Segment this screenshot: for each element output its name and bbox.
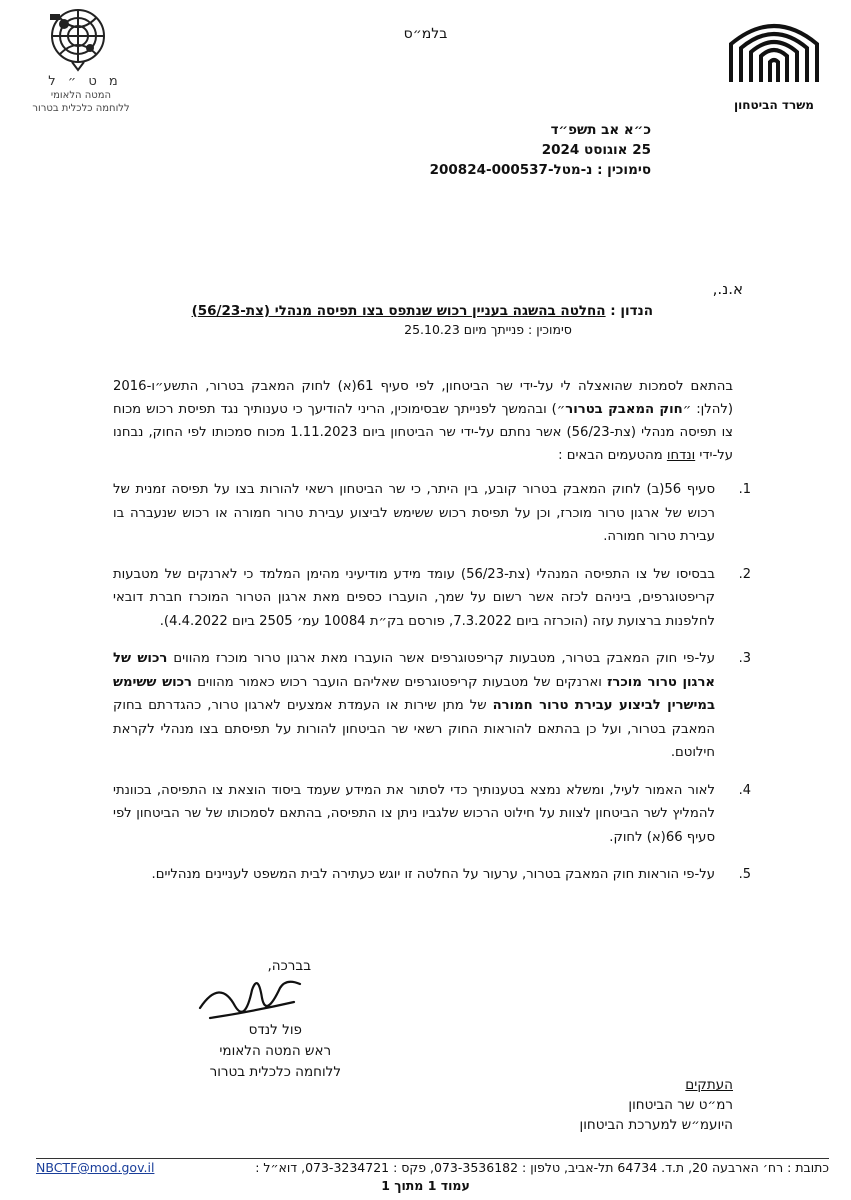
intro-paragraph xyxy=(113,375,733,467)
list-item xyxy=(113,478,751,549)
footer-divider xyxy=(36,1158,829,1159)
gregorian-date: 25 אוגוסט 2024 xyxy=(541,142,651,158)
list-item-text-2: וארנקים של מטבעות קריפטוגרפים שאליהם הועבר רכוש כאמור מהווים xyxy=(192,674,608,690)
intro-text-2: ״) ובהמשך לפנייתך שבסימוכין, הריני להודיעך כי טענותיך נגד תפיסת רכוש מכוח צו תפיסה מנהלי (צת-56/23) אשר נחתם על-ידי שר הביטחון ביום 1.11.2023 מכוח סמכותו לפי החוק, נבחנו על-ידי xyxy=(113,402,733,463)
globe-emblem-icon xyxy=(32,4,124,74)
classification-marking: בלמ״ס xyxy=(403,26,448,42)
list-item-number: 5. xyxy=(738,867,751,882)
copies-heading: העתקים xyxy=(685,1077,733,1093)
list-item-text-1: על-פי חוק המאבק בטרור, מטבעות קריפטוגרפים אשר הועברו מאת ארגון טרור מוכרז מהווים xyxy=(167,651,715,666)
motal-wordmark: מ ט ״ ל xyxy=(48,74,122,89)
page-number: עמוד 1 מתוך 1 xyxy=(381,1178,470,1193)
list-item-number: 4. xyxy=(738,782,751,798)
copy-recipient-1: רמ״ט שר הביטחון xyxy=(628,1097,733,1113)
intro-law-name: חוק המאבק בטרור xyxy=(565,402,683,417)
list-item xyxy=(113,647,751,765)
reference-number: סימוכין : נ-מטל-200824-000537 xyxy=(429,162,651,178)
list-item xyxy=(113,563,751,634)
list-item xyxy=(113,863,751,887)
subject-label: הנדון : xyxy=(610,303,653,319)
list-item-text: בבסיסו של צו התפיסה המנהלי (צת-56/23) עומד מידע מודיעיני מהימן המלמד כי לארנקים של מטבעות קריפטוגרפים, ביניהם לכזה אשר רשום על שמך, הועברו כספים מאת ארגון הטרור המוכרז חברת דובאי לחלפנות ברצועת עזה (הוכרזה ביום 7.3.2022, פורסם בק״ת 10084 עמ׳ 2505 ביום 4.4.2022). xyxy=(113,566,715,629)
subject-reference: סימוכין : פנייתך מיום 25.10.23 xyxy=(404,322,572,337)
hebrew-date: כ״א אב תשפ״ד xyxy=(550,122,651,138)
ministry-emblem-icon xyxy=(725,12,823,84)
date-block xyxy=(430,120,651,180)
list-item-text: לאור האמור לעיל, ומשלא נמצא בטענותיך כדי לסתור את המידע שעמד ביסוד הוצאת צו התפיסה, בכוונתי להמליץ לשר הביטחון לצוות על חילוט הרכוש שלגביו ניתן צו התפיסה, בהתאם לסמכותו של שר הביטחון לפי סעיף 66(א) לחוק. xyxy=(113,782,715,845)
list-item-text-3: של מתן שירות או העמדת אמצעים לארגון טרור, כהגדרתם בחוק המאבק בטרור, ועל כן בהתאם להוראות החוק רשאי שר הביטחון להורות על תפיסתם בצו מנהלי לקראת חילוטם. xyxy=(113,698,715,760)
list-item-text: על-פי הוראות חוק המאבק בטרור, ערעור על החלטה זו יוגש כעתירה לבית המשפט לעניינים מנהליים. xyxy=(151,867,715,882)
ministry-name: משרד הביטחון xyxy=(734,98,814,112)
motal-subtitle-1: המטה הלאומי xyxy=(50,90,112,101)
list-item-text: סעיף 56(ב) לחוק המאבק בטרור קובע, בין היתר, כי שר הביטחון רשאי להורות בצו על תפיסה זמנית של רכוש של ארגון טרור מוכרז, וכן על תפיסת רכוש ששימש לביצוע עבירת טרור חמורה או רכוש שנעברה בו עבירת טרור חמורה. xyxy=(113,482,715,544)
signer-title-1: ראש המטה הלאומי xyxy=(219,1043,332,1059)
subject-text: החלטה בהשגה בעניין רכוש שנתפס בצו תפיסה מנהלי (צת-56/23) xyxy=(191,303,606,319)
intro-text-3: מהטעמים הבאים : xyxy=(558,448,667,463)
intro-rejected: ונדחו xyxy=(666,448,696,463)
signer-name: פול לנדס xyxy=(248,1022,302,1038)
copies-block xyxy=(580,1075,733,1135)
signer-block xyxy=(210,1020,341,1083)
list-item xyxy=(113,779,751,850)
copy-recipient-2: היועמ״ש למערכת הביטחון xyxy=(579,1117,733,1133)
footer xyxy=(36,1160,829,1175)
signer-title-2: ללוחמה כלכלית בטרור xyxy=(209,1064,341,1080)
intro-text-1: בהתאם לסמכות שהואצלה לי על-ידי שר הביטחון, לפי סעיף 61(א) לחוק המאבק בטרור, התשע״ו-2016 (להלן: ״ xyxy=(113,379,734,417)
subject-line xyxy=(192,303,653,319)
motal-subtitle-2: ללוחמה כלכלית בטרור xyxy=(32,103,130,114)
ministry-of-defense-logo xyxy=(719,12,829,112)
list-item-number: 3. xyxy=(738,651,751,666)
list-item-bold-1: רכוש של ארגון טרור מוכרז xyxy=(113,651,715,690)
list-item-number: 2. xyxy=(738,566,751,582)
motal-logo xyxy=(22,4,132,114)
handwritten-signature xyxy=(190,968,310,1028)
footer-email-link[interactable]: NBCTF@mod.gov.il xyxy=(36,1160,155,1175)
list-item-number: 1. xyxy=(738,482,751,497)
closing-regards: בברכה, xyxy=(267,958,311,974)
footer-address: כתובת : רח׳ הארבעה 20, ת.ד. 64734 תל-אביב, טלפון : 073-3536182, פקס : 073-3234721, דוא״ל : xyxy=(255,1160,829,1175)
list-item-bold-2: רכוש ששימש במישרין לביצוע עבירת טרור חמורה xyxy=(113,674,716,713)
salutation: א.נ., xyxy=(712,280,743,298)
reasons-list xyxy=(113,478,751,901)
